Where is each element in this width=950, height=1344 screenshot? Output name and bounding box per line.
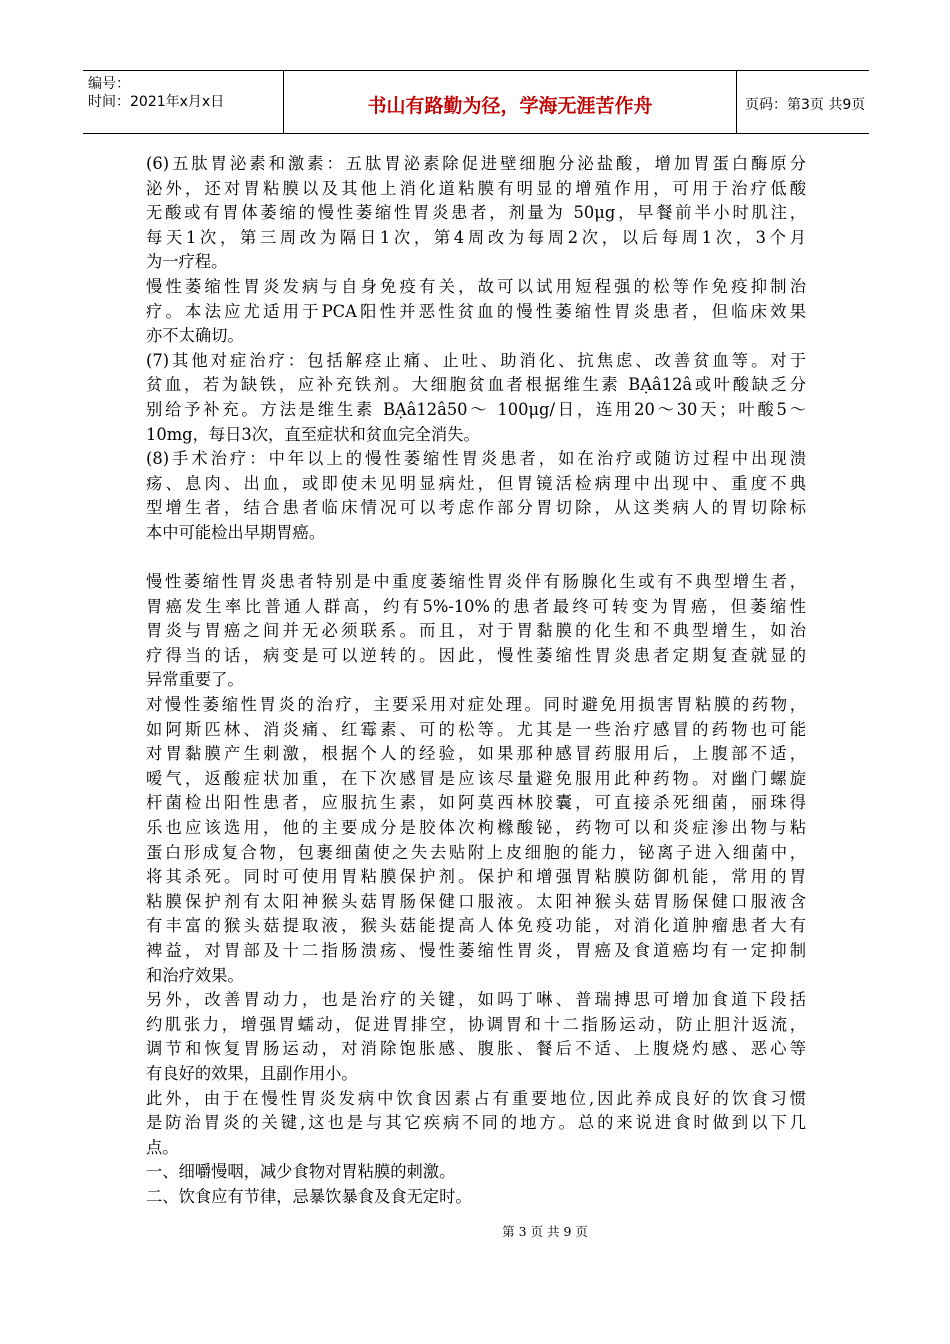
text-line: 约肌张力，增强胃蠕动，促进胃排空，协调胃和十二指肠运动，防止胆汁返流， bbox=[146, 1014, 806, 1034]
text-line: (7)其他对症治疗：包括解痉止痛、止吐、助消化、抗焦虑、改善贫血等。对于 bbox=[146, 350, 806, 370]
paragraph bbox=[146, 1160, 806, 1185]
text-line: 裨益，对胃部及十二指肠溃疡、慢性萎缩性胃炎，胃癌及食道癌均有一定抑制 bbox=[146, 941, 806, 960]
text-line: 慢性萎缩性胃炎发病与自身免疫有关，故可以试用短程强的松等作免疫抑制治 bbox=[146, 276, 806, 296]
header-table bbox=[83, 70, 869, 134]
text-line: 疗。本法应尤适用于PCA阳性并恶性贫血的慢性萎缩性胃炎患者，但临床效果 bbox=[146, 301, 806, 321]
document-number-label: 编号： bbox=[88, 76, 130, 92]
footer-page-number: 第 3 页 共 9 页 bbox=[502, 1224, 588, 1239]
text-line: 有丰富的猴头菇提取液，猴头菇能提高人体免疫功能，对消化道肿瘤患者大有 bbox=[146, 916, 806, 936]
header-center-cell bbox=[283, 71, 737, 133]
paragraph bbox=[146, 152, 806, 275]
text-line: 调节和恢复胃肠运动，对消除饱胀感、腹胀、餐后不适、上腹烧灼感、恶心等 bbox=[146, 1039, 806, 1059]
text-line: 蛋白形成复合物，包裹细菌使之失去贴附上皮细胞的能力，铋离子进入细菌中， bbox=[146, 842, 806, 862]
paragraph bbox=[146, 693, 806, 988]
text-line: 二、饮食应有节律，忌暴饮暴食及食无定时。 bbox=[146, 1186, 472, 1206]
text-line: 疡、息肉、出血，或即使未见明显病灶，但胃镜活检病理中出现中、重度不典 bbox=[146, 473, 806, 493]
paragraph bbox=[146, 447, 806, 545]
text-line: (6)五肽胃泌素和激素：五肽胃泌素除促进壁细胞分泌盐酸，增加胃蛋白酶原分 bbox=[146, 154, 806, 173]
paragraph bbox=[146, 275, 806, 349]
header-left-cell bbox=[83, 71, 283, 133]
text-line: 点。 bbox=[146, 1137, 179, 1157]
text-line: 将其杀死。同时可使用胃粘膜保护剂。保护和增强胃粘膜防御机能，常用的胃 bbox=[146, 867, 806, 887]
paragraph-gap bbox=[146, 546, 806, 571]
text-line: 对胃黏膜产生刺激，根据个人的经验，如果那种感冒药服用后，上腹部不适， bbox=[146, 744, 806, 764]
text-line: 另外，改善胃动力，也是治疗的关键，如吗丁啉、普瑞搏思可增加食道下段括 bbox=[146, 990, 806, 1010]
header-page-number: 页码：第3页 共9页 bbox=[745, 97, 866, 113]
text-line: 慢性萎缩性胃炎患者特别是中重度萎缩性胃炎伴有肠腺化生或有不典型增生者， bbox=[146, 572, 806, 592]
paragraph bbox=[146, 570, 806, 693]
paragraph bbox=[146, 988, 806, 1086]
paragraph bbox=[146, 1087, 806, 1161]
text-line: 贫血，若为缺铁，应补充铁剂。大细胞贫血者根据维生素 BẠâ12â或叶酸缺乏分 bbox=[146, 375, 806, 395]
text-line: 异常重要了。 bbox=[146, 670, 244, 690]
text-line: 一、细嚼慢咽，减少食物对胃粘膜的刺激。 bbox=[146, 1162, 456, 1182]
text-line: 粘膜保护剂有太阳神猴头菇胃肠保健口服液。太阳神猴头菇胃肠保健口服液含 bbox=[146, 891, 806, 911]
text-line: 每天1次，第三周改为隔日1次，第4周改为每周2次，以后每周1次，3个月 bbox=[146, 227, 806, 247]
text-line: 泌外，还对胃粘膜以及其他上消化道粘膜有明显的增殖作用，可用于治疗低酸 bbox=[146, 178, 806, 198]
text-line: 乐也应该选用，他的主要成分是胶体次枸橼酸铋，药物可以和炎症渗出物与粘 bbox=[146, 818, 806, 838]
text-line: 无酸或有胃体萎缩的慢性萎缩性胃炎患者，剂量为 50μg，早餐前半小时肌注， bbox=[146, 203, 806, 223]
text-line: (8)手术治疗：中年以上的慢性萎缩性胃炎患者，如在治疗或随访过程中出现溃 bbox=[146, 449, 806, 469]
text-line: 嗳气，返酸症状加重，在下次感冒是应该尽量避免服用此种药物。对幽门螺旋 bbox=[146, 768, 806, 788]
text-line: 如阿斯匹林、消炎痛、红霉素、可的松等。尤其是一些治疗感冒的药物也可能 bbox=[146, 719, 806, 739]
text-line: 10mg，每日3次，直至症状和贫血完全消失。 bbox=[146, 424, 480, 444]
text-line: 此外，由于在慢性胃炎发病中饮食因素占有重要地位,因此养成良好的饮食习惯 bbox=[146, 1088, 806, 1108]
text-line: 是防治胃炎的关键,这也是与其它疾病不同的地方。总的来说进食时做到以下几 bbox=[146, 1113, 806, 1133]
text-line: 胃癌发生率比普通人群高，约有5%-10%的患者最终可转变为胃癌，但萎缩性 bbox=[146, 596, 806, 616]
text-line: 有良好的效果，且副作用小。 bbox=[146, 1063, 358, 1083]
document-time-label: 时间：2021年x月x日 bbox=[88, 94, 225, 110]
text-line: 胃炎与胃癌之间并无必须联系。而且，对于胃黏膜的化生和不典型增生，如治 bbox=[146, 621, 806, 641]
header-motto: 书山有路勤为径，学海无涯苦作舟 bbox=[367, 95, 653, 117]
text-line: 为一疗程。 bbox=[146, 252, 228, 272]
text-line: 亦不太确切。 bbox=[146, 326, 244, 346]
text-line: 对慢性萎缩性胃炎的治疗，主要采用对症处理。同时避免用损害胃粘膜的药物， bbox=[146, 695, 806, 715]
paragraph bbox=[146, 349, 806, 447]
text-line: 别给予补充。方法是维生素 BẠâ12â50～ 100μg/日，连用20～30天；叶酸5～ bbox=[146, 399, 806, 419]
text-line: 和治疗效果。 bbox=[146, 965, 244, 985]
page-footer bbox=[0, 1222, 950, 1240]
text-line: 型增生者，结合患者临床情况可以考虑作部分胃切除，从这类病人的胃切除标 bbox=[146, 498, 806, 518]
text-line: 杆菌检出阳性患者，应服抗生素，如阿莫西林胶囊，可直接杀死细菌，丽珠得 bbox=[146, 793, 806, 813]
document-body bbox=[146, 152, 806, 1210]
text-line: 本中可能检出早期胃癌。 bbox=[146, 522, 326, 542]
paragraph bbox=[146, 1185, 806, 1210]
header-right-cell bbox=[737, 71, 869, 133]
text-line: 疗得当的话，病变是可以逆转的。因此，慢性萎缩性胃炎患者定期复查就显的 bbox=[146, 645, 806, 665]
